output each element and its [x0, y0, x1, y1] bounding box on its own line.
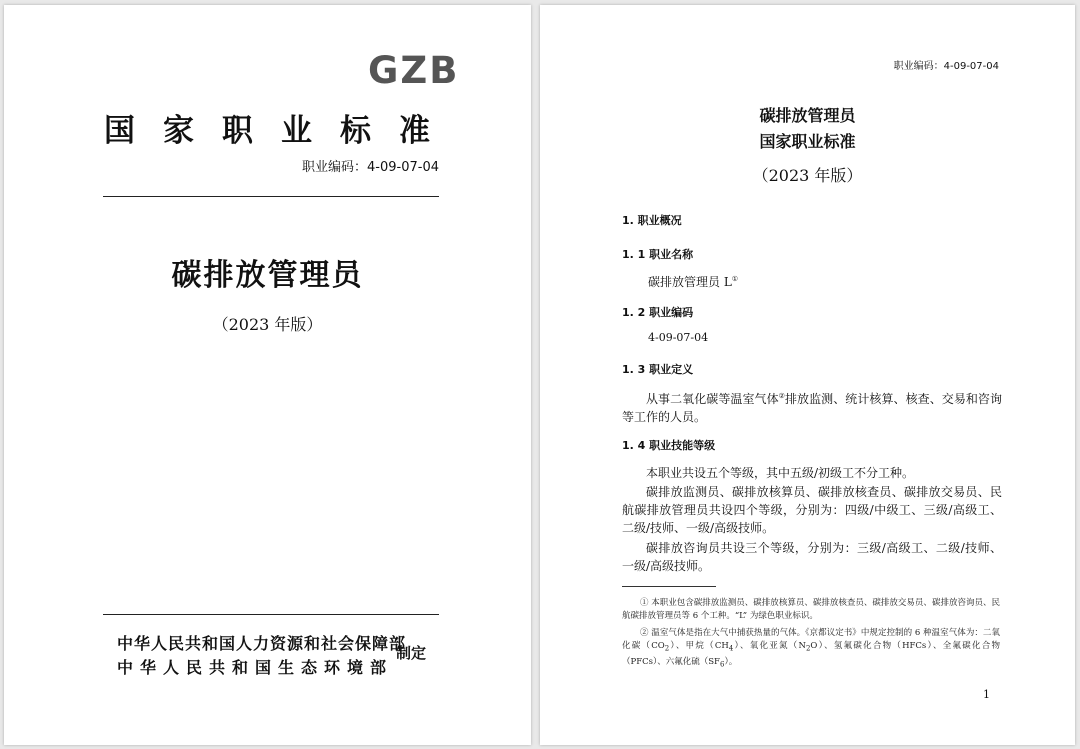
skill-levels-para-2: 碳排放监测员、碳排放核算员、碳排放核查员、碳排放交易员、民航碳排放管理员共设四个等级，分别为：四级/中级工、三级/高级工、二级/技师、一级/高级技师。 [622, 485, 1002, 535]
cover-rule-bottom [103, 614, 439, 615]
footnote-2-part-a: ② 温室气体是指在大气中捕获热量的气体。《京都议定书》中规定控制的 6 种温室气体为：二氧化碳（CO [622, 628, 1000, 651]
doc-edition: （2023 年版） [752, 166, 863, 185]
sf6-subscript: 6 [719, 660, 725, 669]
ch4-subscript: 4 [728, 644, 734, 653]
doc-title-line-2: 国家职业标准 [759, 132, 856, 151]
footnote-2-part-d: O）、氢氟碳化合物（HFCs）、全氟碳化合物（PFCs）、六氟化硫（SF [622, 641, 1000, 667]
section-1-3-heading: 1. 3 职业定义 [622, 363, 694, 376]
footnote-2-part-e: ）。 [724, 656, 738, 667]
section-1-heading: 1. 职业概况 [622, 214, 682, 227]
footnote-ref-1: ① [731, 275, 739, 283]
edition-label: （2023 年版） [212, 315, 323, 334]
footnote-2 [622, 627, 1000, 671]
occupation-code: 职业编码：4-09-07-04 [302, 160, 439, 175]
gzb-logo: GZB [368, 49, 460, 92]
definition-part-a: 从事二氧化碳等温室气体 [646, 392, 779, 406]
skill-levels-para-1: 本职业共设五个等级，其中五级/初级工不分工种。 [646, 466, 915, 480]
doc-title-line-1: 碳排放管理员 [759, 106, 856, 125]
skill-levels-para-3: 碳排放咨询员共设三个等级，分别为：三级/高级工、二级/技师、一级/高级技师。 [622, 541, 1002, 573]
occupation-code-value: 4-09-07-04 [648, 331, 709, 344]
definition-part-b: 排放监测、统计核算、核查、交易和咨询等工作的人员。 [622, 392, 1002, 424]
occupation-name-value: 碳排放管理员 L [648, 275, 732, 289]
cover-page [4, 5, 531, 745]
section-1-1-heading: 1. 1 职业名称 [622, 248, 694, 261]
occupation-name-title: 碳排放管理员 [171, 258, 364, 293]
page-number: 1 [983, 688, 990, 701]
section-1-2-heading: 1. 2 职业编码 [622, 306, 694, 319]
standard-type-title: 国家职业标准 [104, 113, 458, 149]
issue-word: 制定 [396, 644, 427, 662]
cover-rule-top [103, 196, 439, 197]
footnote-2-part-b: ）、甲烷（CH [669, 641, 729, 651]
header-occupation-code: 职业编码：4-09-07-04 [893, 61, 999, 72]
issuer-mohrss: 中华人民共和国人力资源和社会保障部 [117, 634, 407, 653]
occupation-name-text [648, 273, 738, 290]
footnote-ref-2: ② [778, 392, 785, 400]
content-page [540, 5, 1075, 745]
occupation-definition [622, 387, 1002, 426]
footnote-2-part-c: ）、氧化亚氮（N [733, 641, 806, 651]
n2o-subscript: 2 [805, 644, 811, 653]
footnote-1: ① 本职业包含碳排放监测员、碳排放核算员、碳排放核查员、碳排放交易员、碳排放咨询员、民航碳排放管理员等 6 个工种。“L” 为绿色职业标识。 [622, 598, 1000, 621]
issuer-mee: 中华人民共和国生态环境部 [117, 658, 394, 677]
section-1-4-heading: 1. 4 职业技能等级 [622, 439, 716, 452]
co2-subscript: 2 [664, 644, 670, 653]
footnote-rule [622, 586, 716, 587]
